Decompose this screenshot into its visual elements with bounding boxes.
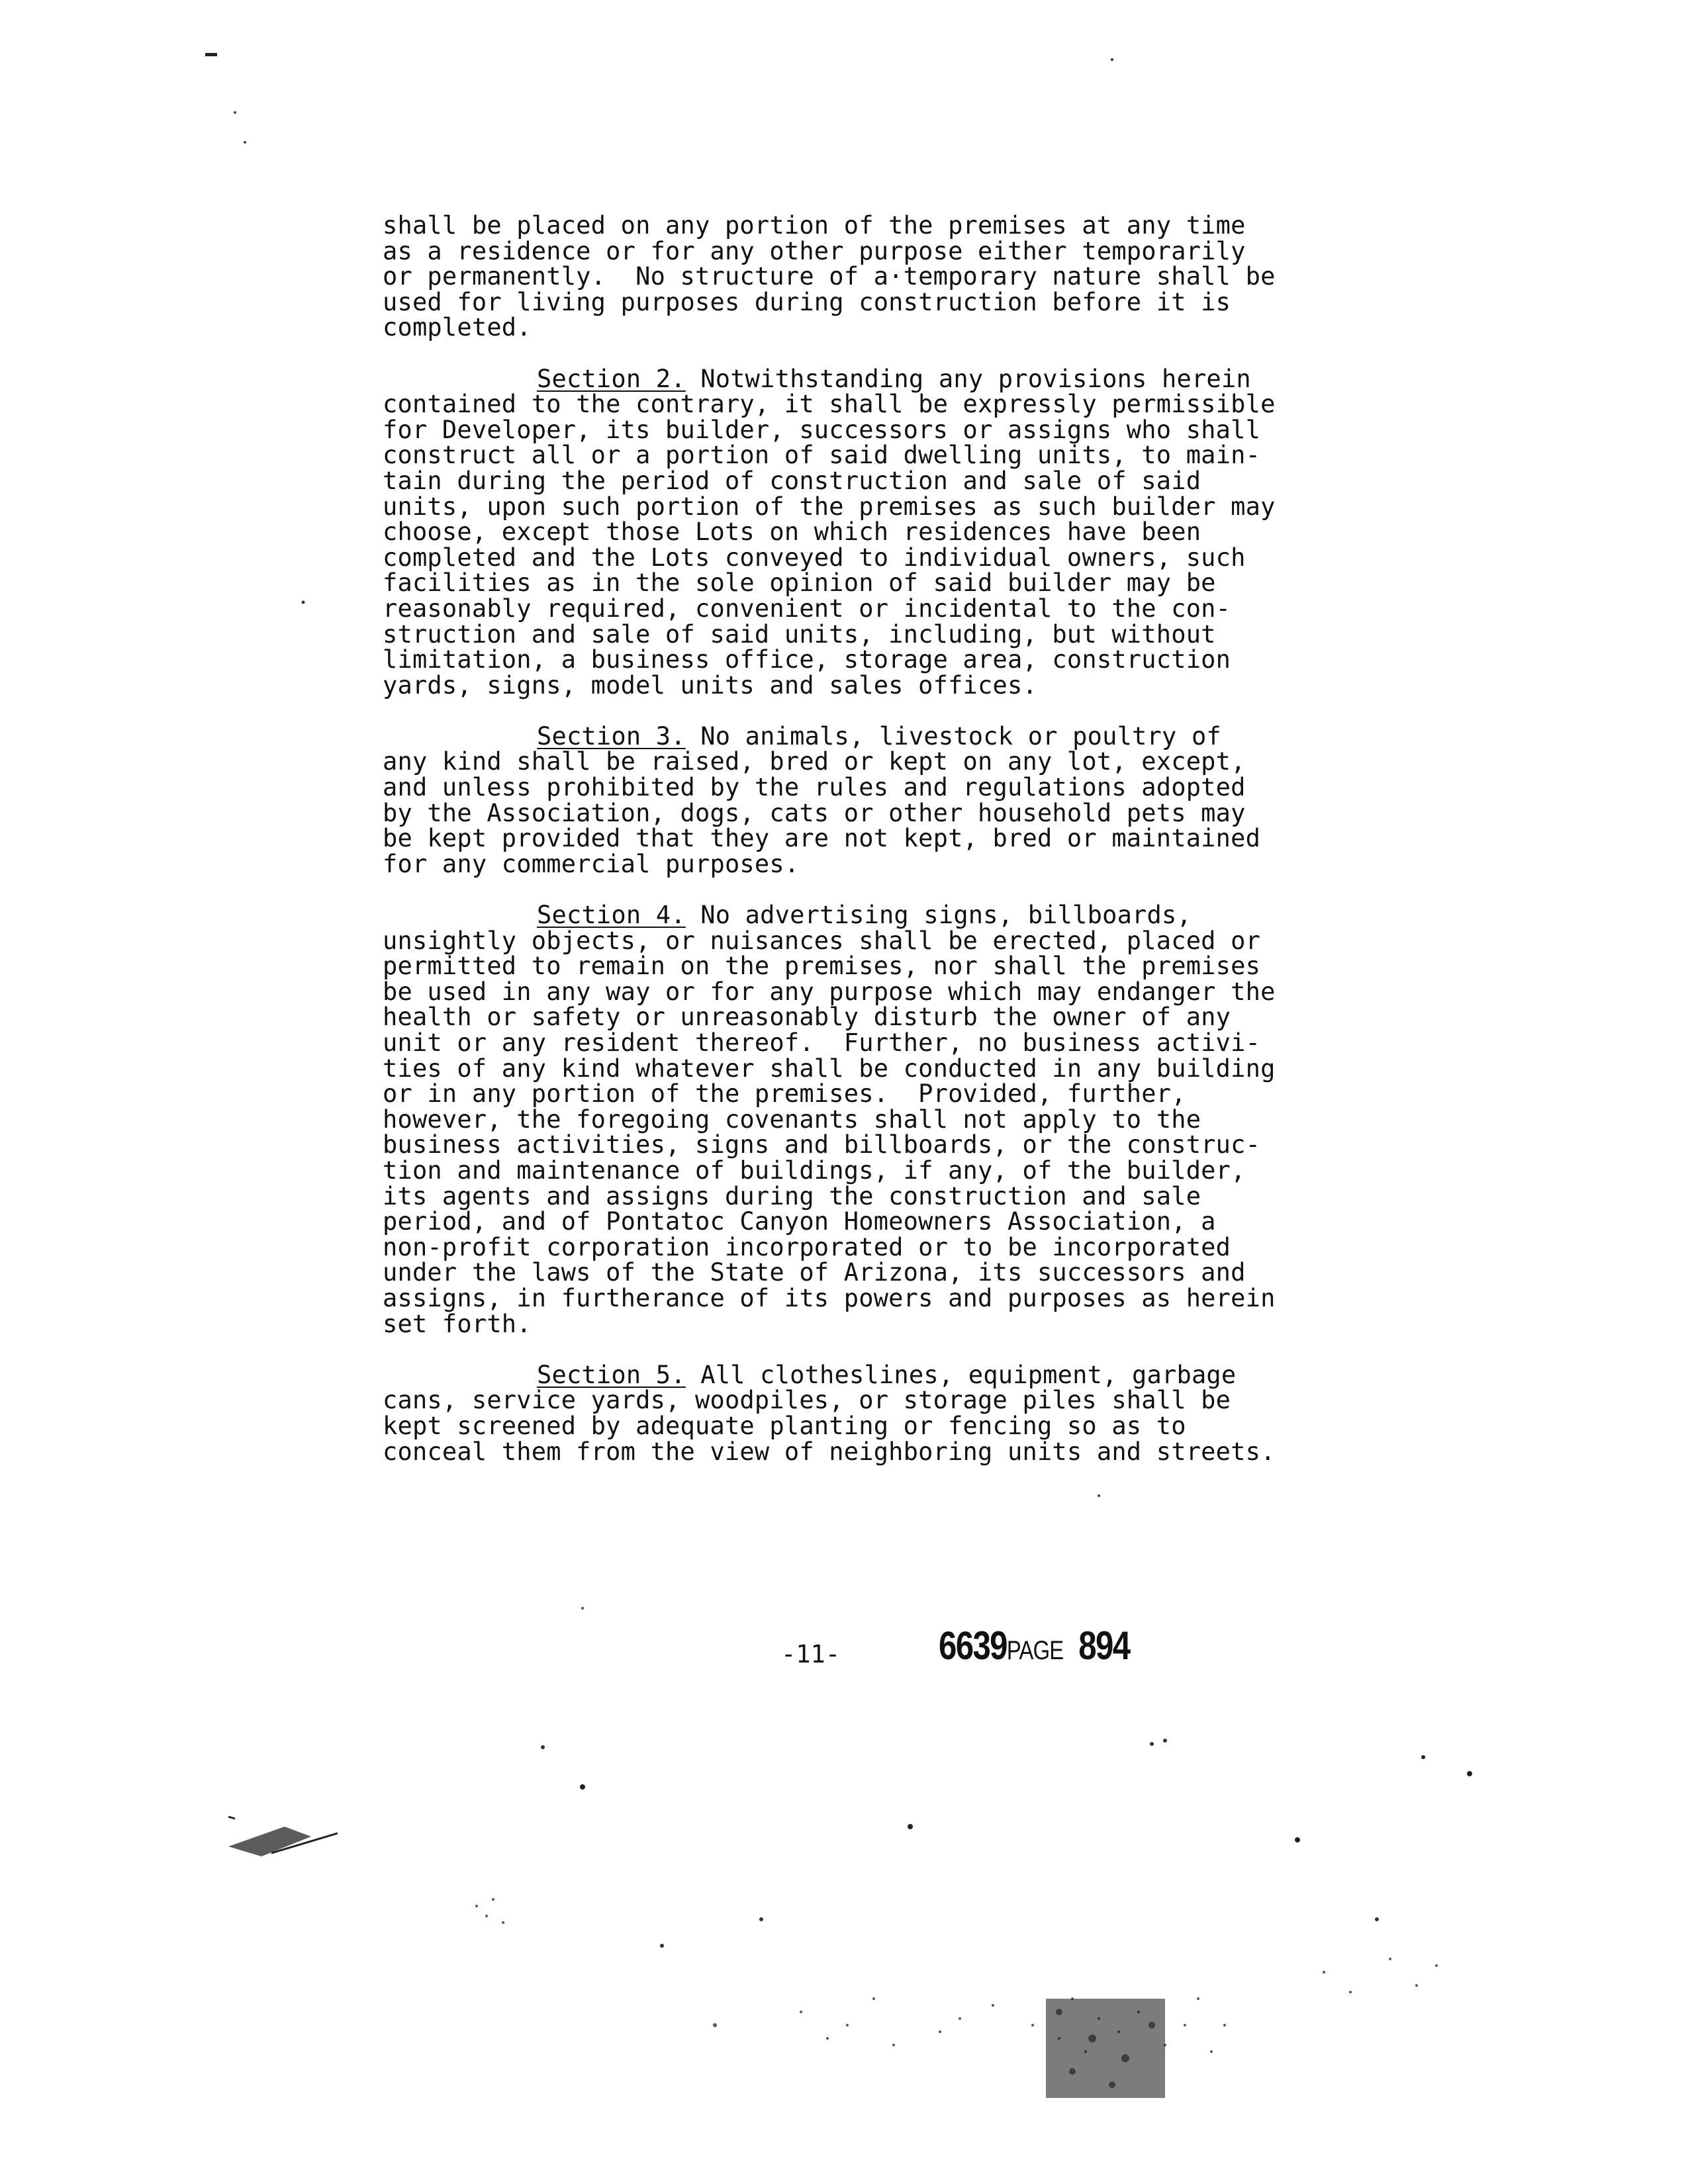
text-line: be used in any way or for any purpose which may endanger the — [383, 977, 1276, 1006]
paragraph — [383, 721, 1336, 878]
section-heading: Section 3. — [537, 721, 686, 751]
text-line: struction and sale of said units, including, but without — [383, 619, 1216, 649]
text-line: kept screened by adequate planting or fencing so as to — [383, 1411, 1186, 1440]
paragraph — [383, 213, 1336, 341]
book-page-stamp — [939, 1623, 1129, 1668]
text-line: for any commercial purposes. — [383, 849, 800, 878]
text-line: or permanently. No structure of a·temporary nature shall be — [383, 262, 1276, 291]
section-heading: Section 4. — [537, 901, 686, 930]
text-line: completed and the Lots conveyed to individual owners, such — [383, 543, 1246, 572]
paragraph — [383, 364, 1336, 700]
text-line: facilities as in the sole opinion of said builder may be — [383, 569, 1216, 598]
text-line: yards, signs, model units and sales offices. — [383, 670, 1037, 700]
text-line: conceal them from the view of neighboring units and streets. — [383, 1437, 1276, 1466]
text-line: cans, service yards, woodpiles, or storage piles shall be — [383, 1386, 1231, 1415]
line-text: Notwithstanding any provisions herein — [685, 364, 1251, 393]
text-line: be kept provided that they are not kept, bred or maintained — [383, 824, 1261, 853]
text-line: completed. — [383, 313, 532, 342]
line-text: No advertising signs, billboards, — [685, 901, 1192, 930]
document-body — [383, 213, 1336, 1490]
text-line — [383, 721, 1336, 751]
text-line: period, and of Pontatoc Canyon Homeowners Association, a — [383, 1207, 1216, 1236]
text-line: any kind shall be raised, bred or kept on any lot, except, — [383, 747, 1246, 776]
text-line — [383, 364, 1336, 393]
page-label: PAGE — [1006, 1636, 1064, 1665]
line-text: All clotheslines, equipment, garbage — [685, 1360, 1237, 1389]
paragraph — [383, 903, 1336, 1337]
text-line: under the laws of the State of Arizona, its successors and — [383, 1258, 1246, 1287]
page-value: 894 — [1078, 1623, 1130, 1668]
text-line: however, the foregoing covenants shall not apply to the — [383, 1105, 1201, 1134]
text-line: health or safety or unreasonably disturb the owner of any — [383, 1003, 1231, 1032]
text-line: limitation, a business office, storage area, construction — [383, 645, 1231, 674]
text-line: its agents and assigns during the construction and sale — [383, 1181, 1201, 1210]
section-heading: Section 5. — [537, 1360, 686, 1389]
text-line: units, upon such portion of the premises as such builder may — [383, 492, 1276, 521]
text-line: tion and maintenance of buildings, if any, of the builder, — [383, 1156, 1246, 1185]
text-line: unit or any resident thereof. Further, no business activi- — [383, 1028, 1261, 1057]
text-line: construct all or a portion of said dwelling units, to main- — [383, 441, 1261, 470]
section-heading: Section 2. — [537, 364, 686, 393]
text-line: shall be placed on any portion of the premises at any time — [383, 211, 1246, 240]
text-line: tain during the period of construction and sale of said — [383, 466, 1201, 495]
text-line: non-profit corporation incorporated or to be incorporated — [383, 1232, 1231, 1261]
text-line: as a residence or for any other purpose either temporarily — [383, 236, 1246, 265]
book-number: 6639 — [939, 1623, 1007, 1668]
text-line: contained to the contrary, it shall be expressly permissible — [383, 390, 1276, 419]
text-line: or in any portion of the premises. Provided, further, — [383, 1079, 1186, 1109]
page-number: -11- — [781, 1640, 841, 1668]
text-line: assigns, in furtherance of its powers and purposes as herein — [383, 1283, 1276, 1312]
text-line: business activities, signs and billboards, or the construc- — [383, 1130, 1261, 1160]
line-text: No animals, livestock or poultry of — [685, 721, 1221, 751]
text-line: and unless prohibited by the rules and regulations adopted — [383, 773, 1246, 802]
text-line: reasonably required, convenient or incidental to the con- — [383, 594, 1231, 623]
text-line: unsightly objects, or nuisances shall be erected, placed or — [383, 926, 1261, 955]
text-line: choose, except those Lots on which residences have been — [383, 518, 1201, 547]
text-line: ties of any kind whatever shall be conducted in any building — [383, 1054, 1276, 1083]
text-line: by the Association, dogs, cats or other household pets may — [383, 798, 1246, 827]
paragraph — [383, 1360, 1336, 1466]
text-line — [383, 1360, 1336, 1389]
text-line: set forth. — [383, 1309, 532, 1338]
text-line: used for living purposes during construction before it is — [383, 287, 1231, 316]
text-line — [383, 903, 1336, 929]
text-line: for Developer, its builder, successors or assigns who shall — [383, 415, 1261, 444]
text-line: permitted to remain on the premises, nor shall the premises — [383, 952, 1261, 981]
